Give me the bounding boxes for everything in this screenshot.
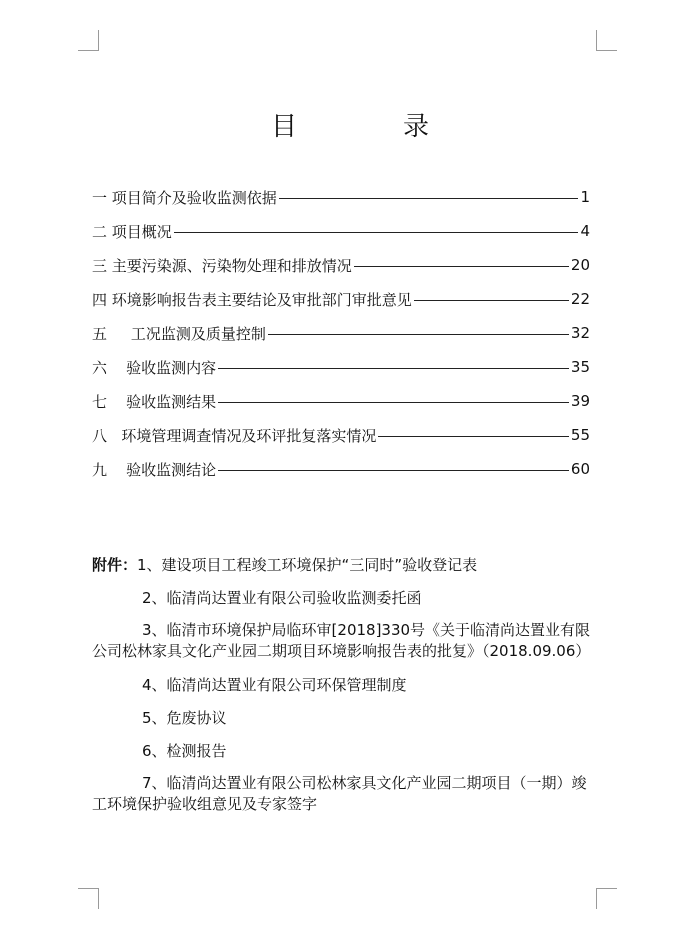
toc-number: 一 [92, 188, 108, 207]
toc-title: 验收监测结论 [126, 460, 217, 479]
crop-mark-bottom-right [596, 888, 617, 909]
toc-leader [218, 368, 569, 369]
toc-page-number: 39 [570, 392, 590, 410]
crop-mark-top-left [78, 30, 99, 51]
toc-leader [268, 334, 569, 335]
crop-mark-bottom-left [78, 888, 99, 909]
toc-leader [414, 300, 569, 301]
toc-title: 项目简介及验收监测依据 [111, 188, 277, 207]
annex-label: 附件： [92, 556, 138, 574]
toc-number: 三 [92, 256, 108, 275]
toc-entry[interactable] [92, 248, 590, 282]
toc-entry[interactable] [92, 350, 590, 384]
toc-number: 五 [92, 324, 108, 343]
toc-number: 八 [92, 426, 108, 445]
annex-item: 2、临清尚达置业有限公司验收监测委托函 [142, 589, 422, 607]
annex-item: 4、临清尚达置业有限公司环保管理制度 [142, 676, 407, 694]
annex-list [92, 548, 597, 821]
toc-leader [174, 232, 579, 233]
page-title: 目 录 [270, 112, 469, 142]
toc-title: 工况监测及质量控制 [130, 324, 266, 343]
toc-entry[interactable] [92, 180, 590, 214]
toc-leader [378, 436, 569, 437]
toc-entry[interactable] [92, 214, 590, 248]
annex-item-text: 1、建设项目工程竣工环境保护“三同时”验收登记表 [137, 556, 478, 574]
annex-item [92, 548, 597, 581]
table-of-contents [92, 180, 590, 486]
toc-entry[interactable] [92, 452, 590, 486]
toc-page-number: 22 [570, 290, 590, 308]
toc-number: 二 [92, 222, 108, 241]
toc-page-number: 55 [570, 426, 590, 444]
toc-title: 环境影响报告表主要结论及审批部门审批意见 [111, 290, 412, 309]
toc-title: 验收监测内容 [126, 358, 217, 377]
annex-item: 5、危废协议 [142, 709, 227, 727]
toc-page-number: 20 [570, 256, 590, 274]
toc-page-number: 32 [570, 324, 590, 342]
toc-entry[interactable] [92, 316, 590, 350]
toc-leader [218, 402, 569, 403]
toc-leader [279, 198, 579, 199]
toc-page-number: 35 [570, 358, 590, 376]
toc-leader [354, 266, 569, 267]
toc-title: 主要污染源、污染物处理和排放情况 [111, 256, 352, 275]
toc-entry[interactable] [92, 418, 590, 452]
toc-number: 四 [92, 290, 108, 309]
toc-page-number: 1 [580, 188, 590, 206]
toc-number: 七 [92, 392, 108, 411]
annex-item: 7、临清尚达置业有限公司松林家具文化产业园二期项目（一期）竣工环境保护验收组意见及专家签字 [92, 774, 587, 813]
toc-title: 验收监测结果 [126, 392, 217, 411]
toc-title: 项目概况 [111, 222, 172, 241]
annex-item: 3、临清市环境保护局临环审[2018]330号《关于临清尚达置业有限公司松林家具文化产业园二期项目环境影响报告表的批复》（2018.09.06） [92, 621, 591, 660]
toc-entry[interactable] [92, 282, 590, 316]
toc-page-number: 4 [580, 222, 590, 240]
toc-number: 六 [92, 358, 108, 377]
crop-mark-top-right [596, 30, 617, 51]
toc-leader [218, 470, 569, 471]
toc-entry[interactable] [92, 384, 590, 418]
annex-item: 6、检测报告 [142, 742, 227, 760]
toc-title: 环境管理调查情况及环评批复落实情况 [121, 426, 377, 445]
toc-number: 九 [92, 460, 108, 479]
toc-page-number: 60 [570, 460, 590, 478]
